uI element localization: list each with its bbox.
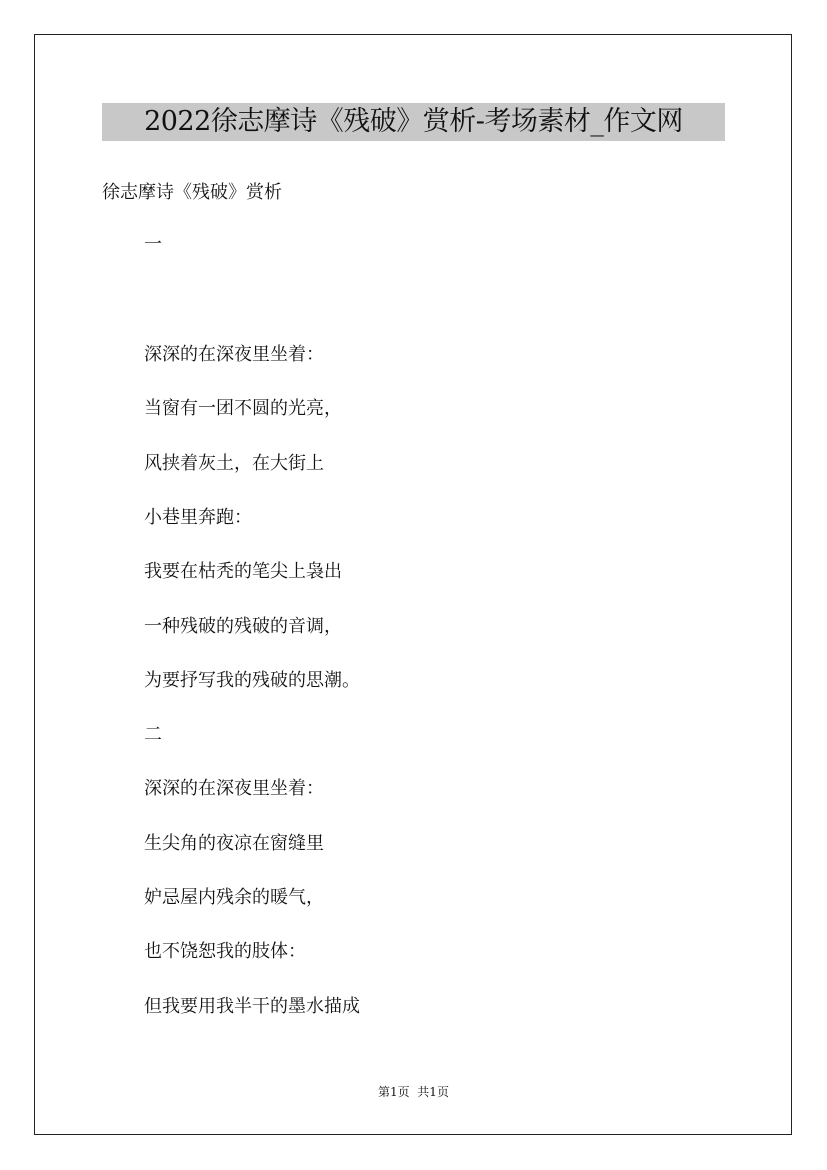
poem-line: 生尖角的夜凉在窗缝里: [144, 833, 324, 854]
poem-line: 当窗有一团不圆的光亮，: [144, 398, 342, 419]
poem-line: 深深的在深夜里坐着：: [144, 778, 324, 799]
poem-line: 也不饶恕我的肢体：: [144, 941, 306, 962]
page-footer: 第1页 共1页: [378, 1085, 449, 1099]
poem-line: 小巷里奔跑：: [144, 507, 252, 528]
section-number: 一: [144, 234, 162, 255]
poem-line: 风挟着灰土，在大街上: [144, 453, 324, 474]
poem-line: 为要抒写我的残破的思潮。: [144, 670, 360, 691]
document-title: 2022徐志摩诗《残破》赏析-考场素材_作文网: [102, 103, 725, 141]
section-number: 二: [144, 724, 162, 745]
poem-line: 但我要用我半干的墨水描成: [144, 996, 360, 1017]
article-subtitle: 徐志摩诗《残破》赏析: [102, 182, 282, 203]
poem-line: 一种残破的残破的音调，: [144, 616, 342, 637]
poem-line: 我要在枯秃的笔尖上袅出: [144, 561, 342, 582]
poem-line: 深深的在深夜里坐着：: [144, 344, 324, 365]
poem-line: 妒忌屋内残余的暖气，: [144, 887, 324, 908]
